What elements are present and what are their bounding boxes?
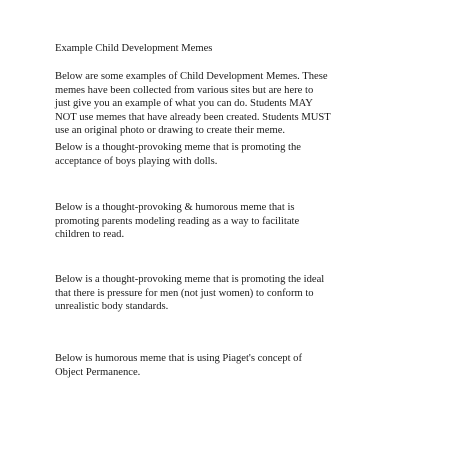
- document-title: Example Child Development Memes: [55, 43, 213, 54]
- meme-description-body-standards: Below is a thought-provoking meme that is promoting the ideal that there is pressure for men (not just women) to conform to unrealistic body standards.: [55, 274, 325, 313]
- meme-description-dolls: Below is a thought-provoking meme that is promoting the acceptance of boys playing with dolls.: [55, 142, 301, 167]
- intro-paragraph: Below are some examples of Child Development Memes. These memes have been collected from various sites but are here to just give you an example of what you can do. Students MAY NOT use memes that have already been created. Students MUST use an original photo or drawing to create their meme.: [55, 71, 331, 137]
- meme-description-reading: Below is a thought-provoking & humorous meme that is promoting parents modeling reading as a way to facilitate children to read.: [55, 202, 300, 241]
- meme-description-object-permanence: Below is humorous meme that is using Piaget's concept of Object Permanence.: [55, 353, 303, 378]
